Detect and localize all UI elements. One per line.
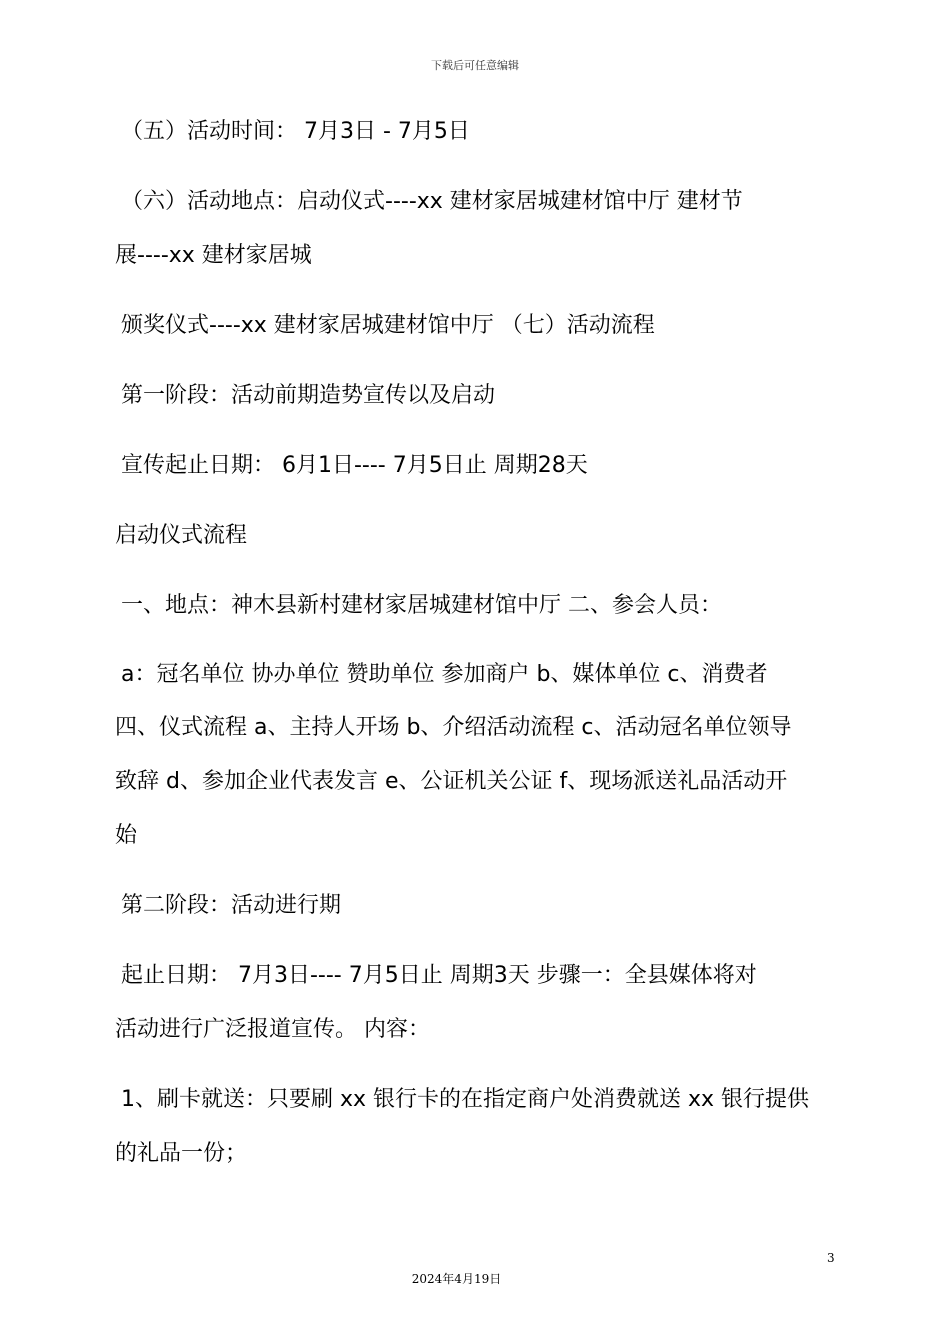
ceremony-process-line-end: 始 xyxy=(115,823,138,848)
promo-dates-line: 宣传起止日期： 6月1日---- 7月5日止 周期28天 xyxy=(121,453,588,478)
ceremony-process-line-cont: 致辞 d、参加企业代表发言 e、公证机关公证 f、现场派送礼品活动开 xyxy=(115,769,788,794)
activity-location-line-cont: 展----xx 建材家居城 xyxy=(115,243,312,268)
card-gift-line: 1、刷卡就送：只要刷 xx 银行卡的在指定商户处消费就送 xx 银行提供 xyxy=(121,1087,810,1112)
participants-line: a：冠名单位 协办单位 赞助单位 参加商户 b、媒体单位 c、消费者 xyxy=(121,662,768,687)
location-attendees-line: 一、地点：神木县新村建材家居城建材馆中厅 二、参会人员： xyxy=(121,593,722,618)
ceremony-process-line: 四、仪式流程 a、主持人开场 b、介绍活动流程 c、活动冠名单位领导 xyxy=(115,715,792,740)
phase-two-content-line: 活动进行广泛报道宣传。 内容： xyxy=(115,1017,430,1042)
phase-one-heading: 第一阶段：活动前期造势宣传以及启动 xyxy=(121,383,496,408)
launch-ceremony-heading: 启动仪式流程 xyxy=(115,523,248,548)
activity-location-line: （六）活动地点：启动仪式----xx 建材家居城建材馆中厅 建材节 xyxy=(121,189,743,214)
phase-two-heading: 第二阶段：活动进行期 xyxy=(121,893,342,918)
award-ceremony-line: 颁奖仪式----xx 建材家居城建材馆中厅 （七）活动流程 xyxy=(121,313,655,338)
activity-time-line: （五）活动时间： 7月3日 - 7月5日 xyxy=(121,119,470,144)
card-gift-line-cont: 的礼品一份； xyxy=(115,1141,248,1166)
page-number: 3 xyxy=(827,1251,835,1265)
page-header: 下载后可任意编辑 xyxy=(431,59,519,72)
page-footer-date: 2024年4月19日 xyxy=(411,1272,502,1286)
phase-two-dates-line: 起止日期： 7月3日---- 7月5日止 周期3天 步骤一：全县媒体将对 xyxy=(121,963,757,988)
